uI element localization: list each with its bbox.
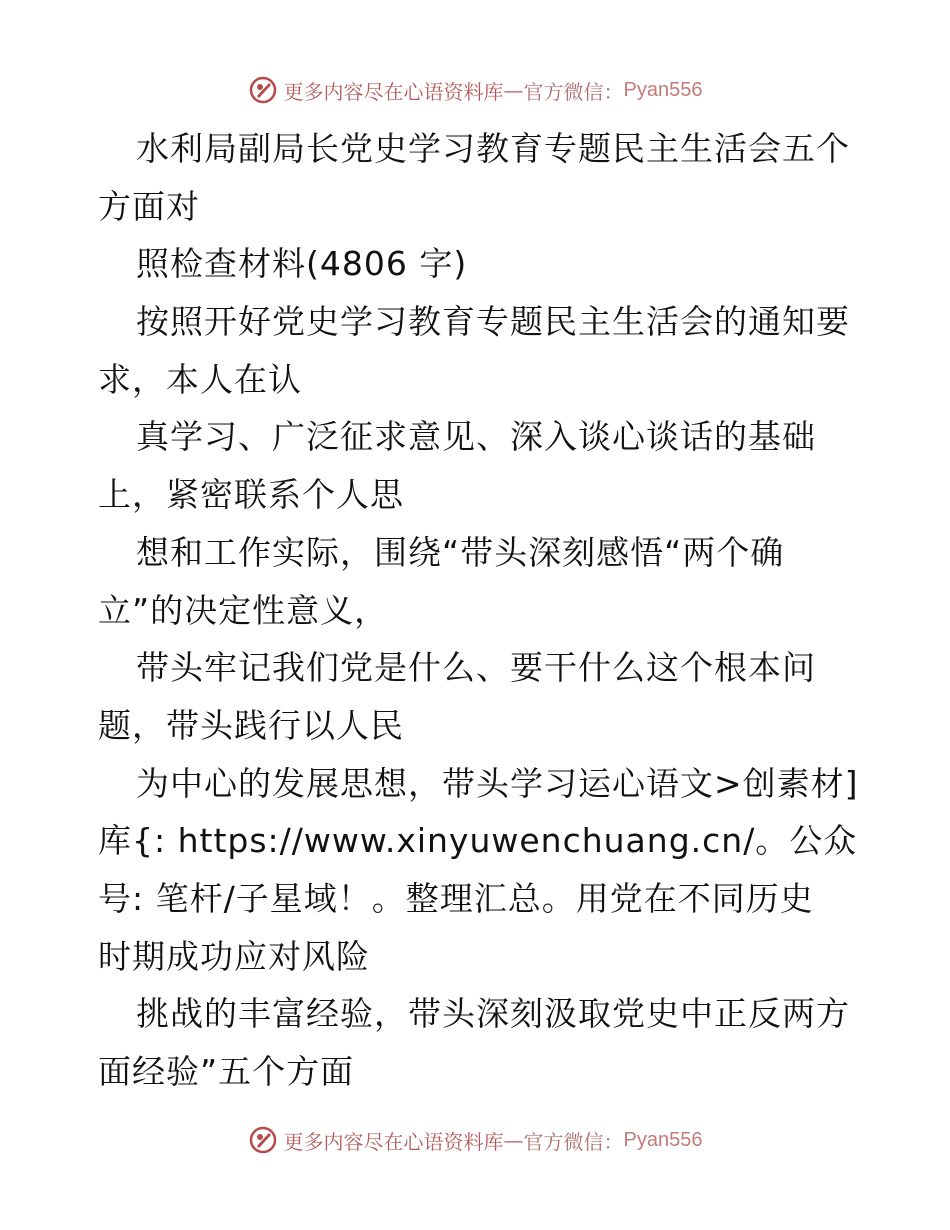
banner-wechat-label: 官方微信：	[523, 1129, 624, 1154]
doc-line-15: 时期成功应对风险	[98, 936, 370, 976]
doc-line-1: 水利局副局长党史学习教育专题民主生活会五个	[136, 129, 850, 168]
doc-line-9: 立”的决定性意义，	[98, 590, 389, 630]
doc-line-11: 题，带头践行以人民	[98, 705, 404, 745]
banner-wechat-label: 官方微信：	[523, 79, 624, 104]
doc-line-5: 求，本人在认	[98, 359, 302, 399]
doc-line-14: 号: 笔杆/子星域！。整理汇总。用党在不同历史	[98, 878, 814, 918]
document-body	[98, 120, 858, 1101]
doc-line-16: 挑战的丰富经验，带头深刻汲取党史中正反两方	[136, 994, 850, 1034]
doc-line-3: 照检查材料(4806 字)	[136, 244, 468, 284]
banner-wechat-id: Pyan556	[623, 1128, 703, 1151]
footer-watermark-banner	[0, 1120, 950, 1160]
quill-seal-logo-icon	[248, 1125, 278, 1155]
header-watermark-banner	[0, 70, 950, 110]
doc-line-7: 上，紧密联系个人思	[98, 475, 404, 515]
doc-line-12: 为中心的发展思想，带头学习运心语文>创素材]	[136, 763, 859, 803]
quill-seal-logo-icon	[248, 75, 278, 105]
doc-line-10: 带头牢记我们党是什么、要干什么这个根本问	[136, 648, 816, 688]
banner-text: 更多内容尽在心语资料库	[283, 1129, 504, 1154]
doc-line-8: 想和工作实际，围绕“带头深刻感悟“两个确	[136, 532, 785, 572]
doc-line-6: 真学习、广泛征求意见、深入谈心谈话的基础	[136, 417, 816, 457]
banner-dash: —	[503, 78, 524, 102]
doc-line-2: 方面对	[98, 186, 200, 226]
banner-text: 更多内容尽在心语资料库	[283, 79, 504, 104]
banner-dash: —	[503, 1128, 524, 1152]
doc-line-13: 库{: https://www.xinyuwenchuang.cn/。公众	[98, 821, 858, 861]
doc-line-4: 按照开好党史学习教育专题民主生活会的通知要	[136, 302, 850, 342]
doc-line-17: 面经验”五个方面	[98, 1052, 355, 1091]
banner-wechat-id: Pyan556	[623, 78, 703, 101]
